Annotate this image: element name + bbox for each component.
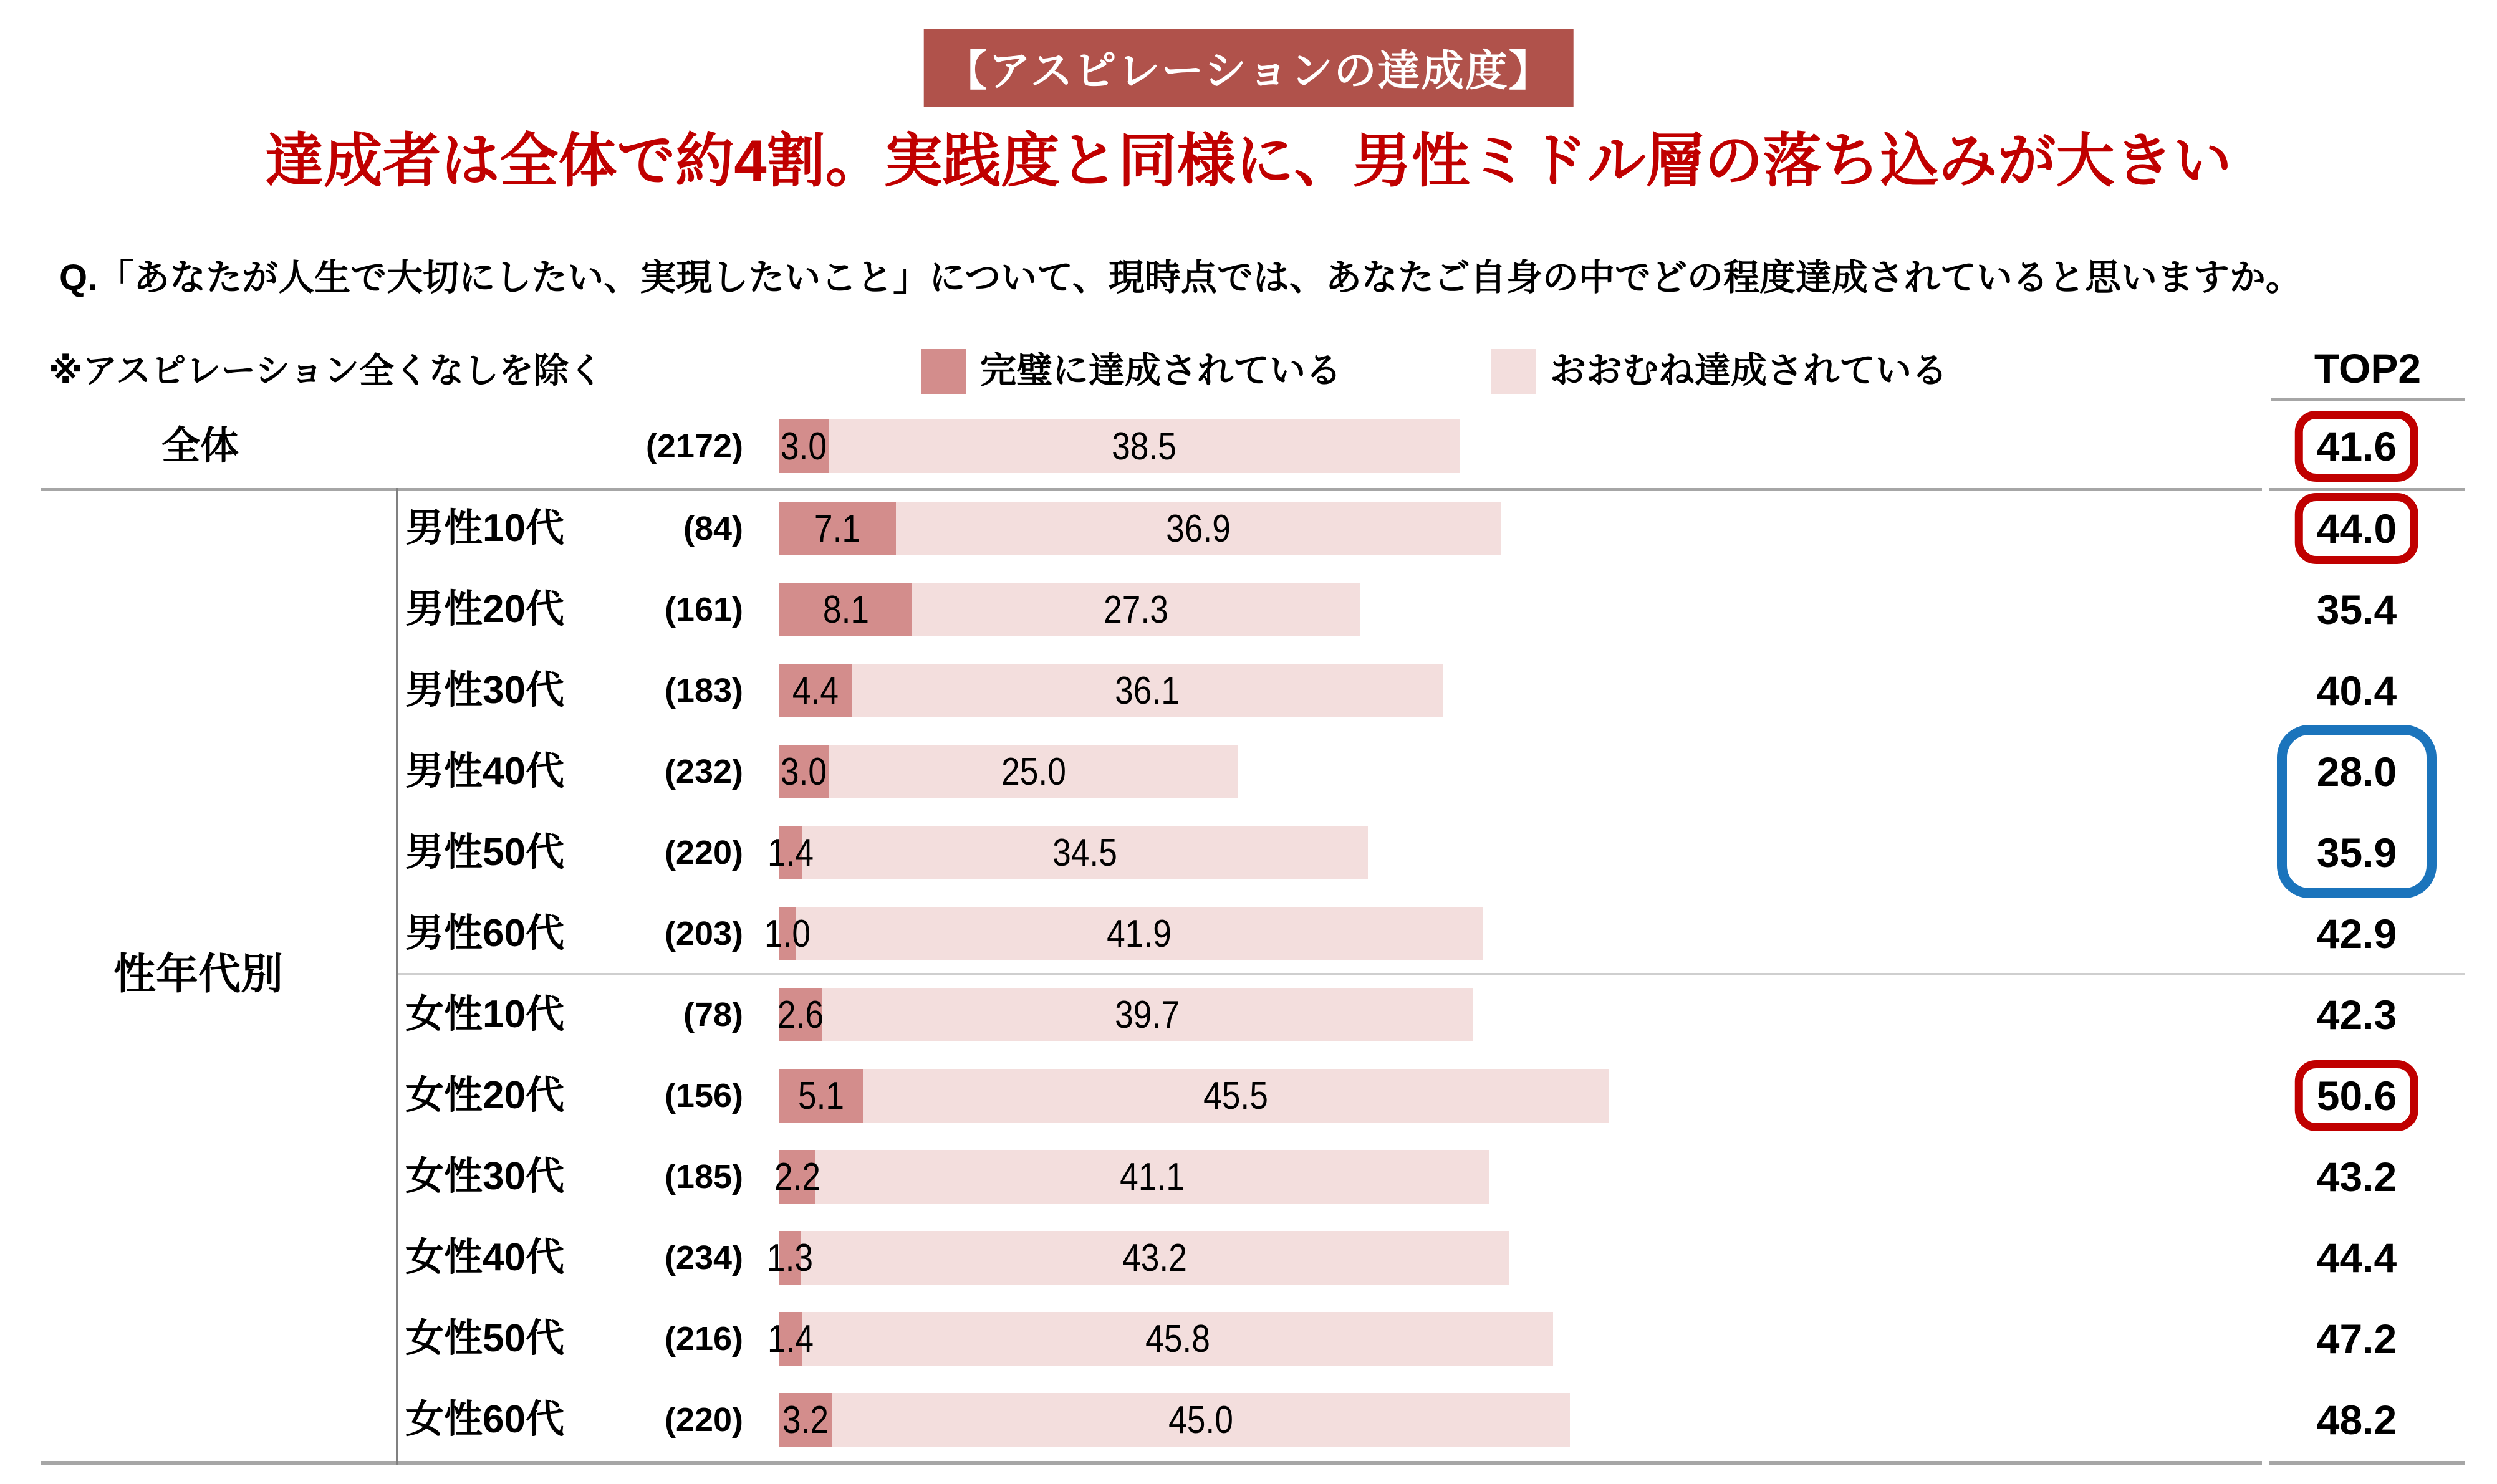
headline: 達成者は全体で約4割。実践度と同様に、男性ミドル層の落ち込みが大きい bbox=[265, 128, 2232, 193]
top2-header-underline bbox=[2271, 398, 2465, 401]
row-count: (78) bbox=[683, 996, 743, 1033]
bar-value-perfect: 3.2 bbox=[782, 1399, 829, 1442]
bar-value-perfect: 8.1 bbox=[822, 588, 869, 631]
separator-male-female bbox=[397, 973, 2465, 975]
bar-value-mostly: 38.5 bbox=[1112, 425, 1177, 468]
group-divider-vertical bbox=[396, 488, 398, 1465]
row-count: (185) bbox=[664, 1158, 743, 1195]
bar-value-mostly: 45.0 bbox=[1168, 1399, 1233, 1442]
row-label: 女性60代 bbox=[405, 1398, 564, 1441]
row-label: 男性10代 bbox=[405, 507, 564, 550]
legend-swatch-mostly bbox=[1491, 349, 1536, 394]
row-count: (220) bbox=[664, 834, 743, 871]
row-label: 男性60代 bbox=[405, 912, 564, 955]
row-count: (183) bbox=[664, 672, 743, 709]
question-text: Q.「あなたが人生で大切にしたい、実現したいこと」について、現時点では、あなたご自身の中でどの程度達成されていると思いますか。 bbox=[59, 257, 2302, 298]
row-count: (156) bbox=[664, 1077, 743, 1114]
bar-value-perfect: 7.1 bbox=[814, 507, 861, 550]
top2-value: 28.0 bbox=[2316, 749, 2397, 795]
top2-value: 48.2 bbox=[2316, 1397, 2397, 1443]
top2-value: 40.4 bbox=[2316, 668, 2397, 714]
bottom-border-right bbox=[2269, 1461, 2465, 1465]
row-count: (234) bbox=[664, 1239, 743, 1276]
top2-value: 47.2 bbox=[2316, 1316, 2397, 1362]
page-title: 【アスピレーションの達成度】 bbox=[923, 29, 1574, 107]
row-label: 男性50代 bbox=[405, 831, 564, 874]
bar-value-perfect: 3.0 bbox=[781, 425, 827, 468]
top2-value: 35.4 bbox=[2316, 586, 2397, 633]
legend-label-perfect: 完璧に達成されている bbox=[980, 350, 1342, 391]
top2-value-red-box: 44.0 bbox=[2295, 493, 2418, 564]
row-count: (84) bbox=[683, 510, 743, 547]
bar-value-perfect: 1.3 bbox=[767, 1237, 814, 1280]
bar-value-mostly: 25.0 bbox=[1001, 750, 1066, 793]
bar-value-mostly: 41.9 bbox=[1107, 912, 1172, 955]
bar-value-mostly: 27.3 bbox=[1104, 588, 1168, 631]
bar-value-mostly: 36.9 bbox=[1166, 507, 1231, 550]
top2-value: 42.3 bbox=[2316, 992, 2397, 1038]
top2-value: 35.9 bbox=[2316, 830, 2397, 876]
legend-label-mostly: おおむね達成されている bbox=[1550, 350, 1948, 391]
top2-value: 43.2 bbox=[2316, 1154, 2397, 1200]
row-count: (203) bbox=[664, 915, 743, 952]
bar-value-perfect: 4.4 bbox=[792, 669, 839, 712]
bar-value-mostly: 39.7 bbox=[1115, 993, 1180, 1036]
bar-value-perfect: 3.0 bbox=[781, 750, 827, 793]
row-label: 女性40代 bbox=[405, 1236, 564, 1279]
row-label: 女性20代 bbox=[405, 1074, 564, 1117]
row-label: 女性30代 bbox=[405, 1155, 564, 1198]
bar-value-mostly: 45.5 bbox=[1203, 1075, 1269, 1118]
row-count: (161) bbox=[664, 591, 743, 628]
bar-value-perfect: 1.4 bbox=[767, 831, 814, 874]
group-label: 性年代別 bbox=[113, 950, 283, 998]
bar-value-perfect: 2.2 bbox=[774, 1156, 820, 1199]
row-count: (220) bbox=[664, 1401, 743, 1439]
note-text: ※アスピレーション全くなしを除く bbox=[49, 351, 604, 390]
legend-swatch-perfect bbox=[921, 349, 966, 394]
bar-value-perfect: 5.1 bbox=[797, 1075, 845, 1118]
bar-value-mostly: 34.5 bbox=[1052, 831, 1118, 874]
separator-overall-left bbox=[41, 488, 2262, 491]
separator-overall-right bbox=[2269, 488, 2465, 491]
row-label: 女性50代 bbox=[405, 1317, 564, 1360]
bar-value-mostly: 43.2 bbox=[1122, 1237, 1188, 1280]
top2-value-red-box: 50.6 bbox=[2295, 1060, 2418, 1131]
bar-value-perfect: 1.4 bbox=[767, 1318, 814, 1361]
row-label: 男性40代 bbox=[405, 750, 564, 793]
bar-value-mostly: 36.1 bbox=[1115, 669, 1180, 712]
bar-value-mostly: 41.1 bbox=[1120, 1156, 1185, 1199]
bar-value-perfect: 1.0 bbox=[764, 912, 811, 955]
row-count: (232) bbox=[664, 753, 743, 790]
row-count: (216) bbox=[664, 1320, 743, 1357]
top2-header: TOP2 bbox=[2314, 345, 2422, 391]
top2-value: 44.4 bbox=[2316, 1235, 2397, 1281]
bar-value-perfect: 2.6 bbox=[777, 993, 824, 1036]
row-label: 男性20代 bbox=[405, 588, 564, 631]
row-label: 全体 bbox=[161, 424, 239, 467]
bottom-border-left bbox=[41, 1461, 2262, 1465]
row-label: 男性30代 bbox=[405, 669, 564, 712]
top2-value: 42.9 bbox=[2316, 911, 2397, 957]
row-count: (2172) bbox=[645, 428, 743, 465]
row-label: 女性10代 bbox=[405, 993, 564, 1036]
top2-value-red-box: 41.6 bbox=[2295, 411, 2418, 482]
bar-value-mostly: 45.8 bbox=[1145, 1318, 1210, 1361]
